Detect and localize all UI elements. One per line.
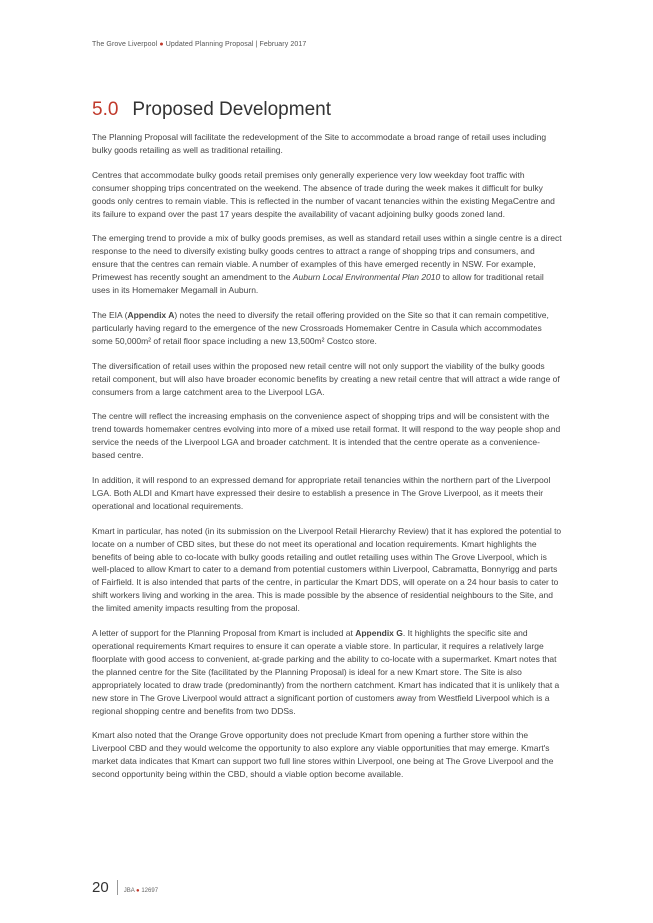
section-number: 5.0 xyxy=(92,99,119,120)
appendix-reference: Appendix G xyxy=(355,628,403,639)
header-left: The Grove Liverpool xyxy=(92,41,158,48)
header-right: Updated Planning Proposal | February 2017 xyxy=(165,41,307,48)
paragraph: The diversification of retail uses within the proposed new retail centre will not only support the viability of the bulky goods retail component, but will also have broader economic benefits by creating a new retail centre that will attract a wide range of consumers from a large catchment area to the Liverpool LGA. xyxy=(92,360,560,397)
paragraph: In addition, it will respond to an expressed demand for appropriate retail tenancies within the northern part of the Liverpool LGA. Both ALDI and Kmart have expressed their desire to establish a presence in The Grove Liverpool, as it meets their operational and locational requirements. xyxy=(92,475,551,511)
section-title: Proposed Development xyxy=(132,99,331,120)
paragraph: The Planning Proposal will facilitate the redevelopment of the Site to accommodate a broad range of retail uses including bulky goods retailing as well as traditional retailing. xyxy=(92,132,547,155)
paragraph-text: The emerging trend to provide a mix of bulky goods premises, as well as standard retail uses within a single centre is a direct response to the need to diversify existing bulky goods centres to attract a range of shopping trips and consumers, and ensure that the centres can remain viable. A number of examples of this have emerged recently in NSW. For example, Primewest has recently sought an amendment to the xyxy=(92,233,562,283)
paragraph xyxy=(92,627,562,717)
page-number: 20 xyxy=(92,879,109,896)
paragraph-text: to allow for traditional retail uses in its Homemaker Megamall in Auburn. xyxy=(92,272,544,296)
plan-reference: Auburn Local Environmental Plan 2010 xyxy=(292,272,441,283)
paragraph: Centres that accommodate bulky goods retail premises only generally experience very low weekday foot traffic with consumer shopping trips concentrated on the weekend. The absence of trade during the week makes it difficult for bulky goods only centres to remain viable. This is reflected in the number of vacant tenancies within the existing MegaCentre and its failure to expand over the past 17 years despite the availability of vacant adjoining bulky goods zoned land. xyxy=(92,169,555,219)
body-text xyxy=(92,131,562,793)
paragraph-text: The EIA ( xyxy=(92,309,128,320)
page-footer xyxy=(92,880,158,895)
footer-separator: ● xyxy=(136,888,140,894)
paragraph-text: A letter of support for the Planning Proposal from Kmart is included at xyxy=(92,628,353,639)
appendix-reference: Appendix A xyxy=(127,309,175,320)
paragraph-text: . It highlights the specific site and operational requirements Kmart requires to ensure it can operate a viable store. In particular, it requires a relatively large floorplate with good access to convenient, at-grade parking and the ability to co-locate with a supermarket. Kmart notes that the planned centre for the Site (facilitated by the Planning Proposal) is ideal for a new Kmart store. The Site is also appropriately located to draw trade (predominantly) from the northern catchment. Kmart has indicated that it is unlikely that a new store in The Grove Liverpool would attract a significant portion of customers away from Westfield Liverpool which is a regional shopping centre and benefits from two DDSs. xyxy=(92,628,560,716)
running-header xyxy=(92,41,306,48)
paragraph: Kmart in particular, has noted (in its submission on the Liverpool Retail Hierarchy Review) that it has explored the potential to locate on a number of CBD sites, but these do not meet its operational and location requirements. Kmart highlights the benefits of being able to co-locate with bulky goods retailing and outlet retailing uses within The Grove Liverpool, which is well-placed to allow Kmart to cater to a demand from potential customers within Liverpool, Cabramatta, Bonnyrigg and parts of Fairfield. It is also intended that parts of the centre, in particular the Kmart DDS, will operate on a 24 hour basis to cater to shift workers living and working in the area. This is made possible by the absence of residential neighbours to the Site, and the limited amenity impacts resulting from the proposal. xyxy=(92,525,562,614)
header-separator: ● xyxy=(159,41,164,48)
paragraph: Kmart also noted that the Orange Grove opportunity does not preclude Kmart from opening a further store within the Liverpool CBD and they would welcome the opportunity to also explore any viable opportunities that may emerge. Kmart's market data indicates that Kmart can support two full line stores within Liverpool, one being at The Grove Liverpool and the second opportunity being within the CBD, should a viable option become available. xyxy=(92,730,554,780)
footer-divider xyxy=(117,880,118,895)
paragraph xyxy=(92,232,562,297)
section-heading xyxy=(92,99,331,121)
paragraph xyxy=(92,309,562,348)
doc-reference xyxy=(124,887,158,895)
footer-org: JBA xyxy=(123,888,135,894)
paragraph: The centre will reflect the increasing emphasis on the convenience aspect of shopping trips and will be consistent with the trend towards homemaker centres evolving into more of a mixed use retail format. It will respond to the way people shop and service the needs of the Liverpool LGA and broader catchment. It is intended that the centre operate as a convenience-based centre. xyxy=(92,411,561,461)
footer-ref: 12697 xyxy=(141,888,159,894)
paragraph-text: ) notes the need to diversify the retail offering provided on the Site so that it can remain competitive, particularly having regard to the emergence of the new Crossroads Homemaker Centre in Casula which accommodates some 50,000m² of retail floor space including a new 13,500m² Costco store. xyxy=(92,309,549,346)
